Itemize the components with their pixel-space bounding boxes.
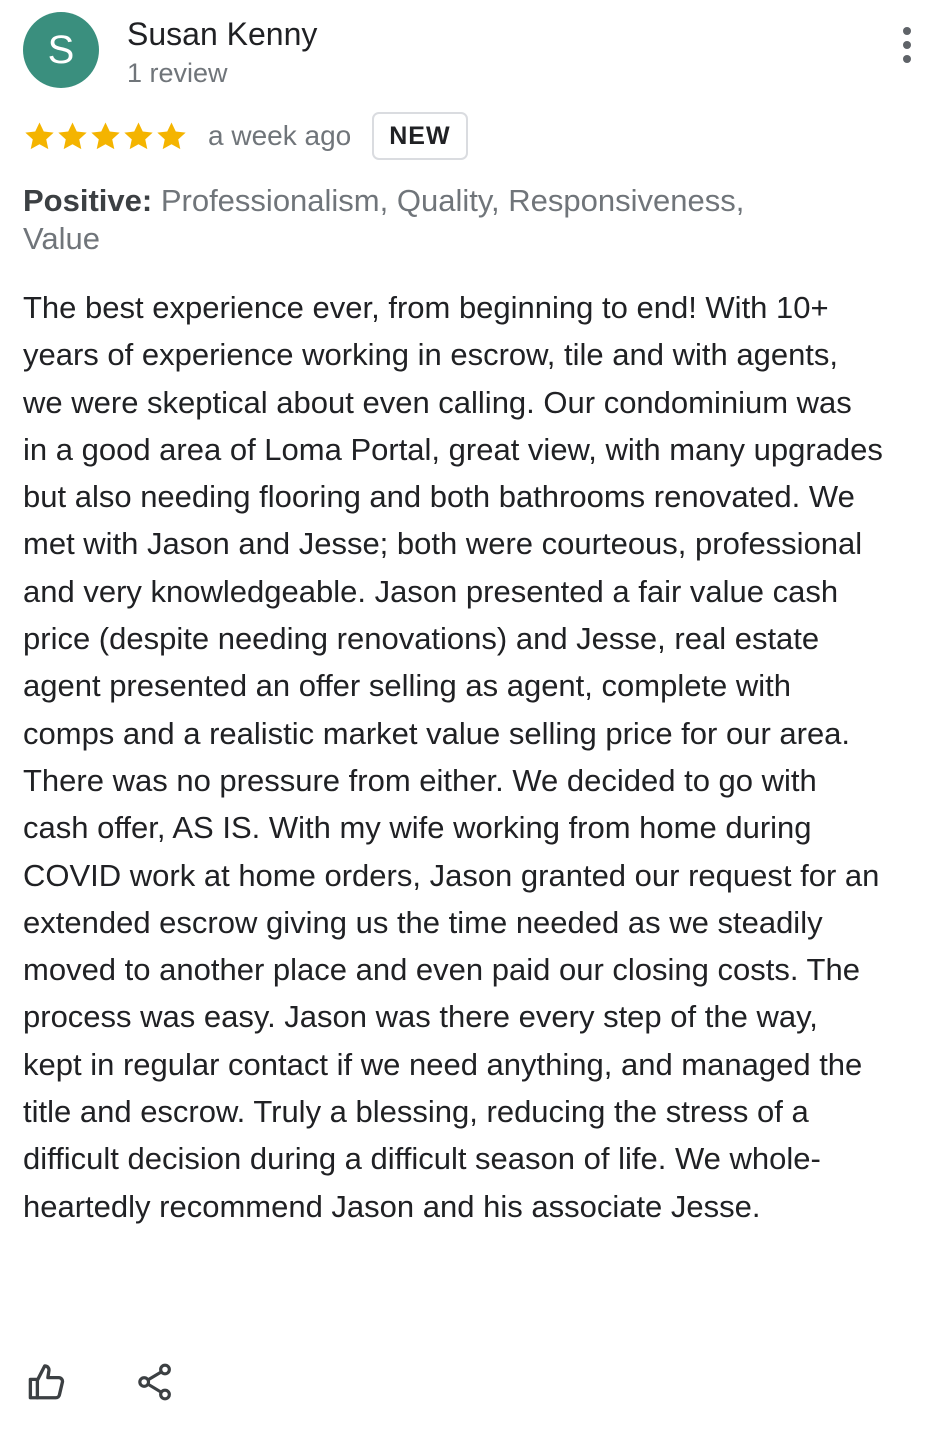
attributes-value: Professionalism, Quality, Responsiveness, Value (23, 183, 745, 256)
more-vert-icon-dot (903, 55, 911, 63)
review-actions (23, 1358, 179, 1406)
review-attributes (23, 182, 823, 258)
star-rating (23, 120, 188, 153)
attributes-label: Positive: (23, 183, 153, 218)
thumbs-up-icon (26, 1361, 68, 1403)
star-icon (23, 120, 56, 153)
star-icon (122, 120, 155, 153)
star-icon (56, 120, 89, 153)
review-text: The best experience ever, from beginning to end! With 10+ years of experience working in escrow, tile and with agents, we were skeptical about even calling. Our condominium was in a good area of Loma Portal, great view, with many upgrades but also needing flooring and both bathrooms renovated. We met with Jason and Jesse; both were courteous, professional and very knowledgeable. Jason presented a fair value cash price (despite needing renovations) and Jesse, real estate agent presented an offer selling as agent, complete with comps and a realistic market value selling price for our area. There was no pressure from either. We decided to go with cash offer, AS IS. With my wife working from home during COVID work at home orders, Jason granted our request for an extended escrow giving us the time needed as we steadily moved to another place and even paid our closing costs. The process was easy. Jason was there every step of the way, kept in regular contact if we need anything, and managed the title and escrow. Truly a blessing, reducing the stress of a difficult decision during a difficult season of life. We whole-heartedly recommend Jason and his associate Jesse. (23, 290, 883, 1224)
avatar[interactable] (23, 12, 99, 88)
rating-row (23, 110, 468, 162)
star-icon (155, 120, 188, 153)
more-vert-icon-dot (903, 41, 911, 49)
more-vert-icon (903, 27, 911, 35)
review-time: a week ago (208, 120, 352, 151)
review-count: 1 review (127, 58, 228, 88)
share-icon (135, 1362, 175, 1402)
star-icon (89, 120, 122, 153)
reviewer-name[interactable]: Susan Kenny (127, 16, 318, 52)
more-options-button[interactable] (886, 22, 928, 68)
like-button[interactable] (23, 1358, 71, 1406)
avatar-initial: S (47, 28, 75, 72)
new-badge: NEW (372, 112, 467, 160)
share-button[interactable] (131, 1358, 179, 1406)
